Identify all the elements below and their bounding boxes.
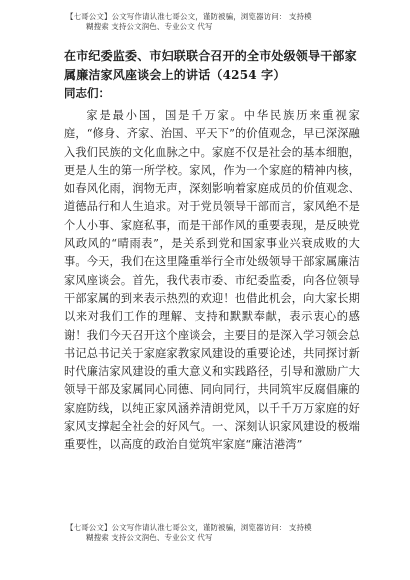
footer-banner — [66, 523, 386, 543]
footer-banner-line2: 糊搜索 支持公文润色、专业公文 代写 — [86, 533, 213, 542]
footer-banner-line1: 【七哥公文】公文写作请认准七哥公文，谨防被骗，浏览器访问： 支持模 — [66, 523, 312, 532]
salutation: 同志们： — [64, 86, 110, 100]
header-banner-line2: 糊搜索 支持公文润色、专业公文 代写 — [86, 22, 213, 31]
word-count: （4254 字） — [210, 68, 286, 82]
body-paragraph: 家是最小国，国是千万家。中华民族历来重视家庭，“修身、齐家、治国、平天下”的价值观念，早已深深融入我们民族的文化血脉之中。家庭不仅是社会的基本细胞，更是人生的第一所学校。家风，作为一个家庭的精神内核，如春风化雨，润物无声，深刻影响着家庭成员的价值观念、道德品行和人生追求。对于党员领导干部而言，家风绝不是个人小事、家庭私事，而是干部作风的重要表现，是反映党风政风的“晴雨表”，是关系到党和国家事业兴衰成败的大事。今天，我们在这里隆重举行全市处级领导干部家属廉洁家风座谈会。首先，我代表市委、市纪委监委，向各位领导干部家属的到来表示热烈的欢迎！也借此机会，向大家长期以来对我们工作的理解、支持和默默奉献，表示衷心的感谢！我们今天召开这个座谈会，主要目的是深入学习领会总书记总书记关于家庭家教家风建设的重要论述，共同探讨新时代廉洁家风建设的重大意义和实践路径，引导和激励广大领导干部及家属同心同德、同向同行，共同筑牢反腐倡廉的家庭防线，以纯正家风涵养清朗党风，以千千万万家庭的好家风支撑起全社会的好风气。一、深刻认识家风建设的极端重要性，以高度的政治自觉筑牢家庭“廉洁港湾” — [64, 109, 360, 452]
header-banner — [66, 12, 386, 32]
document-title-block — [64, 47, 364, 85]
document-title: 在市纪委监委、市妇联联合召开的全市处级领导干部家属廉洁家风座谈会上的讲话 — [64, 49, 357, 82]
header-banner-line1: 【七哥公文】公文写作请认准七哥公文，谨防被骗，浏览器访问： 支持模 — [66, 12, 312, 21]
